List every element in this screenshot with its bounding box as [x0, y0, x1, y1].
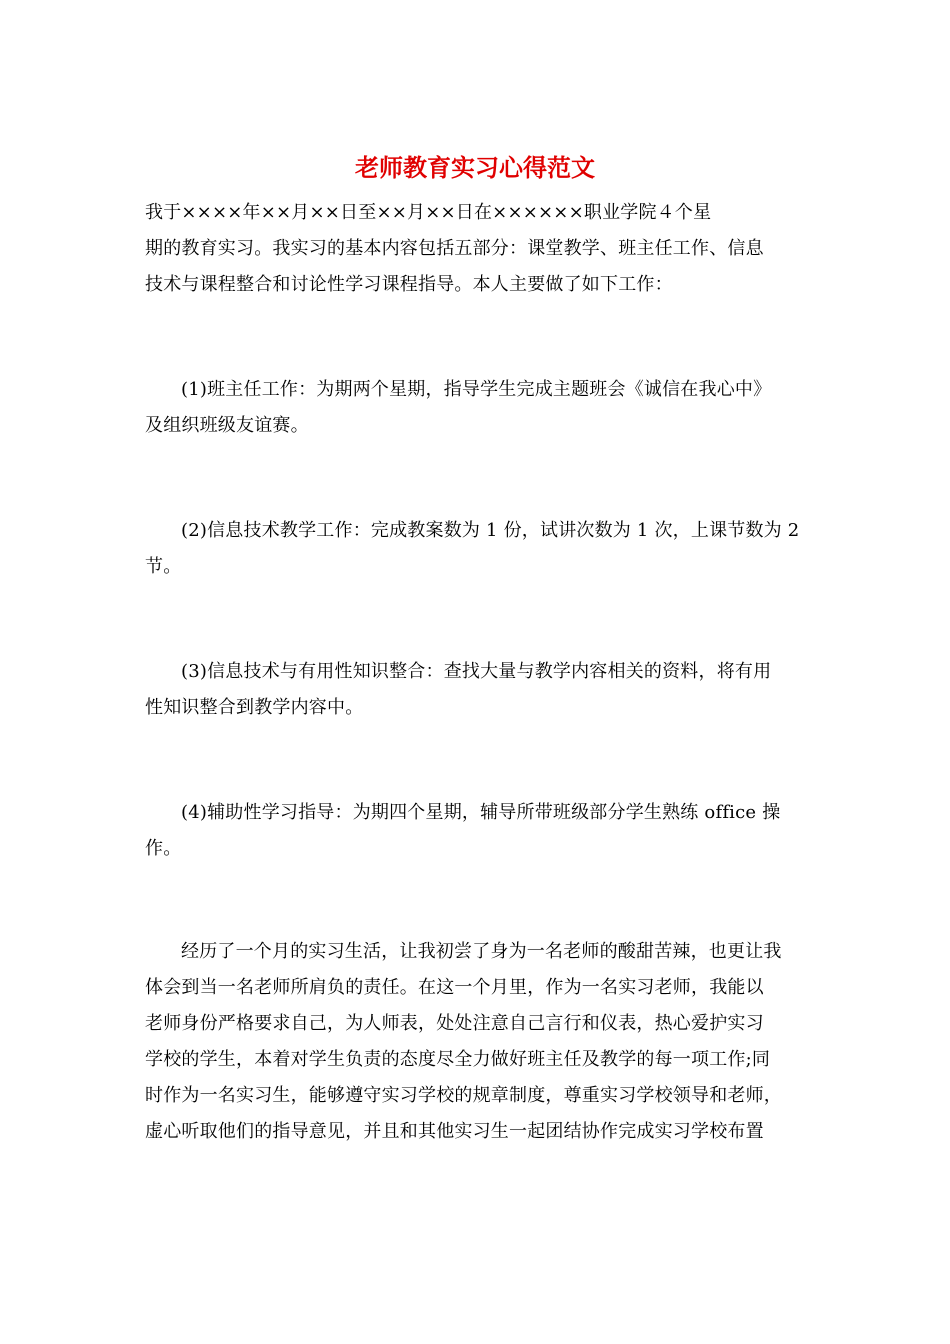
item-1-line: (1)班主任工作：为期两个星期，指导学生完成主题班会《诚信在我心中》 — [181, 379, 772, 400]
summary-line: 老师身份严格要求自己，为人师表，处处注意自己言行和仪表，热心爱护实习 — [145, 1013, 764, 1034]
summary-paragraph — [145, 934, 809, 1150]
intro-line: 我于××××年××月××日至××月××日在××××××职业学院４个星 — [145, 202, 712, 223]
item-1-line: 及组织班级友谊赛。 — [145, 415, 309, 436]
item-4-paragraph — [145, 795, 809, 867]
item-1-paragraph — [145, 372, 809, 444]
item-2-paragraph — [145, 513, 809, 585]
item-2-line: 节。 — [145, 556, 182, 577]
summary-line: 体会到当一名老师所肩负的责任。在这一个月里，作为一名实习老师，我能以 — [145, 977, 764, 998]
item-3-line: (3)信息技术与有用性知识整合：查找大量与教学内容相关的资料，将有用 — [181, 661, 772, 682]
intro-paragraph — [145, 195, 809, 303]
item-3-line: 性知识整合到教学内容中。 — [145, 697, 364, 718]
summary-line: 经历了一个月的实习生活，让我初尝了身为一名老师的酸甜苦辣，也更让我 — [181, 941, 782, 962]
intro-line: 期的教育实习。我实习的基本内容包括五部分：课堂教学、班主任工作、信息 — [145, 238, 764, 259]
item-3-paragraph — [145, 654, 809, 726]
intro-line: 技术与课程整合和讨论性学习课程指导。本人主要做了如下工作： — [145, 274, 673, 295]
document-title: 老师教育实习心得范文 — [355, 153, 595, 182]
summary-line: 虚心听取他们的指导意见，并且和其他实习生一起团结协作完成实习学校布置 — [145, 1121, 764, 1142]
summary-line: 时作为一名实习生，能够遵守实习学校的规章制度，尊重实习学校领导和老师， — [145, 1085, 782, 1106]
item-2-line: (2)信息技术教学工作：完成教案数为 1 份，试讲次数为 1 次，上课节数为 2 — [181, 520, 800, 541]
item-4-line: (4)辅助性学习指导：为期四个星期，辅导所带班级部分学生熟练 office 操 — [181, 802, 781, 823]
summary-line: 学校的学生，本着对学生负责的态度尽全力做好班主任及教学的每一项工作;同 — [145, 1049, 771, 1070]
item-4-line: 作。 — [145, 838, 182, 859]
